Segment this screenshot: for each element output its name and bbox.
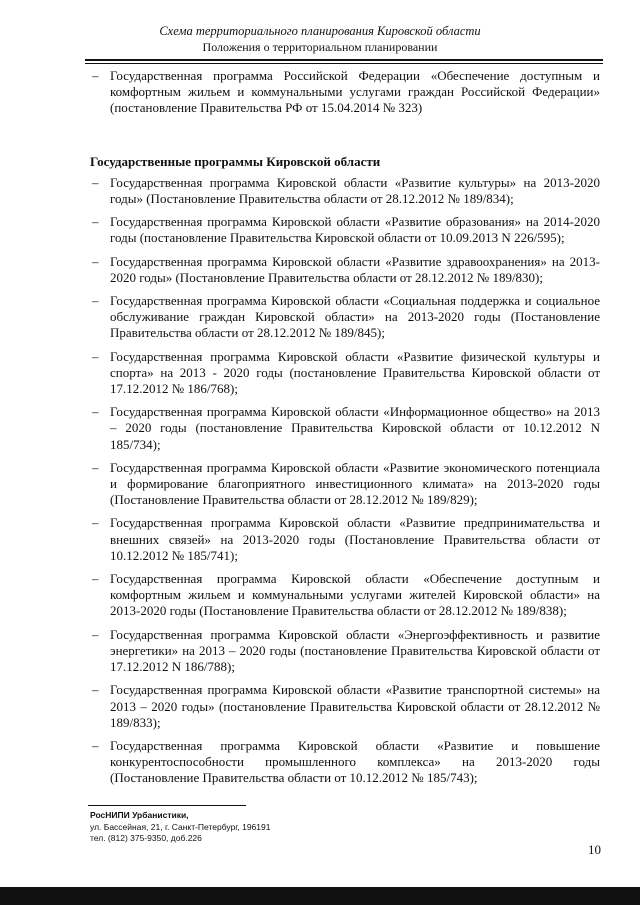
list-dash: – [92,293,99,309]
intro-list-item [90,68,600,117]
list-dash: – [92,68,99,83]
list-item-text: Государственная программа Кировской области «Развитие транспортной системы» на 2013 – 2020 годы» (постановление Правительства Кировской области от 28.12.2012 № 189/833); [110,682,600,730]
header-subtitle: Положения о территориальном планировании [202,40,438,54]
list-item-text: Государственная программа Кировской области «Обеспечение доступным и комфортным жильем и коммунальными услугами жителей Кировской области» на 2013-2020 годы (Постановление Правительства области от 28.12.2012 № 189/838); [110,571,600,619]
list-item [90,214,600,246]
footer-rule [88,805,246,806]
list-item [90,571,600,620]
list-item-text: Государственная программа Кировской области «Развитие культуры» на 2013-2020 годы» (Постановление Правительства области от 28.12.2012 № 189/834); [110,174,600,207]
list-dash: – [92,737,99,753]
list-item-text: Государственная программа Кировской области «Развитие и повышение конкурентоспособности промышленного комплекса» на 2013-2020 годы (Постановление Правительства области от 10.12.2012 № 185/743); [110,737,600,786]
list-dash: – [92,515,99,531]
list-dash: – [92,404,99,420]
list-item [90,293,600,342]
list-dash: – [92,459,99,475]
list-item [90,515,600,564]
list-item [90,627,600,676]
footer-org: РосНИПИ Урбанистики, [90,810,189,820]
list-item [90,349,600,398]
list-item [90,254,600,286]
list-item [90,404,600,453]
list-item [90,460,600,509]
list-dash: – [92,214,99,230]
footer-address: ул. Бассейная, 21, г. Санкт-Петербург, 196191 [90,821,271,832]
section-title: Государственные программы Кировской области [90,153,381,169]
list-item-text: Государственная программа Кировской области «Развитие здравоохранения» на 2013-2020 годы» (Постановление Правительства области от 28.12.2012 № 189/830); [110,253,600,285]
list-item-text: Государственная программа Кировской области «Развитие предпринимательства и внешних связей» на 2013-2020 годы (Постановление Правительства области от 10.12.2012 № 185/741); [110,515,600,563]
header-rule [85,59,603,61]
list-item-text: Государственная программа Кировской области «Развитие физической культуры и спорта» на 2013 - 2020 годы (постановление Правительства Кировской области от 17.12.2012 № 186/768); [110,348,600,397]
list-dash: – [92,348,99,364]
header-rule-thin [85,63,603,64]
page-number: 10 [588,842,601,857]
footer-phone: тел. (812) 375-9350, доб.226 [90,833,202,843]
list-item-text: Государственная программа Кировской области «Энергоэффективность и развитие энергетики» на 2013 – 2020 годы (постановление Правительства Кировской области от 17.12.2012 N 186/788); [110,626,600,675]
list-item-text: Государственная программа Кировской области «Развитие экономического потенциала и формирование благоприятного инвестиционного климата» на 2013-2020 годы (Постановление Правительства области от 28.12.2012 № 189/829); [110,459,600,508]
list-dash: – [92,571,99,587]
list-item-text: Государственная программа Российской Федерации «Обеспечение доступным и комфортным жильем и коммунальными услугами граждан Российской Федерации» (постановление Правительства РФ от 15.04.2014 № 323) [110,68,600,116]
scan-edge-bar [0,887,640,905]
footer [90,810,270,845]
list-item-text: Государственная программа Кировской области «Социальная поддержка и социальное обслуживание граждан Кировской области» на 2013-2020 годы (Постановление Правительства области от 28.12.2012 № 189/845); [110,293,600,341]
list-item-text: Государственная программа Кировской области «Информационное общество» на 2013 – 2020 годы (постановление Правительства Кировской области от 10.12.2012 N 185/734); [110,404,600,452]
list-item [90,738,600,787]
header-title: Схема территориального планирования Кировской области [159,24,481,38]
document-body [90,68,600,794]
list-dash: – [92,174,99,190]
list-item [90,682,600,731]
list-dash: – [92,253,99,269]
list-item [90,175,600,207]
list-item-text: Государственная программа Кировской области «Развитие образования» на 2014-2020 годы (постановление Правительства Кировской области от 10.09.2013 N 226/595); [110,214,600,246]
program-list [90,175,600,787]
list-dash: – [92,682,99,698]
list-dash: – [92,626,99,642]
